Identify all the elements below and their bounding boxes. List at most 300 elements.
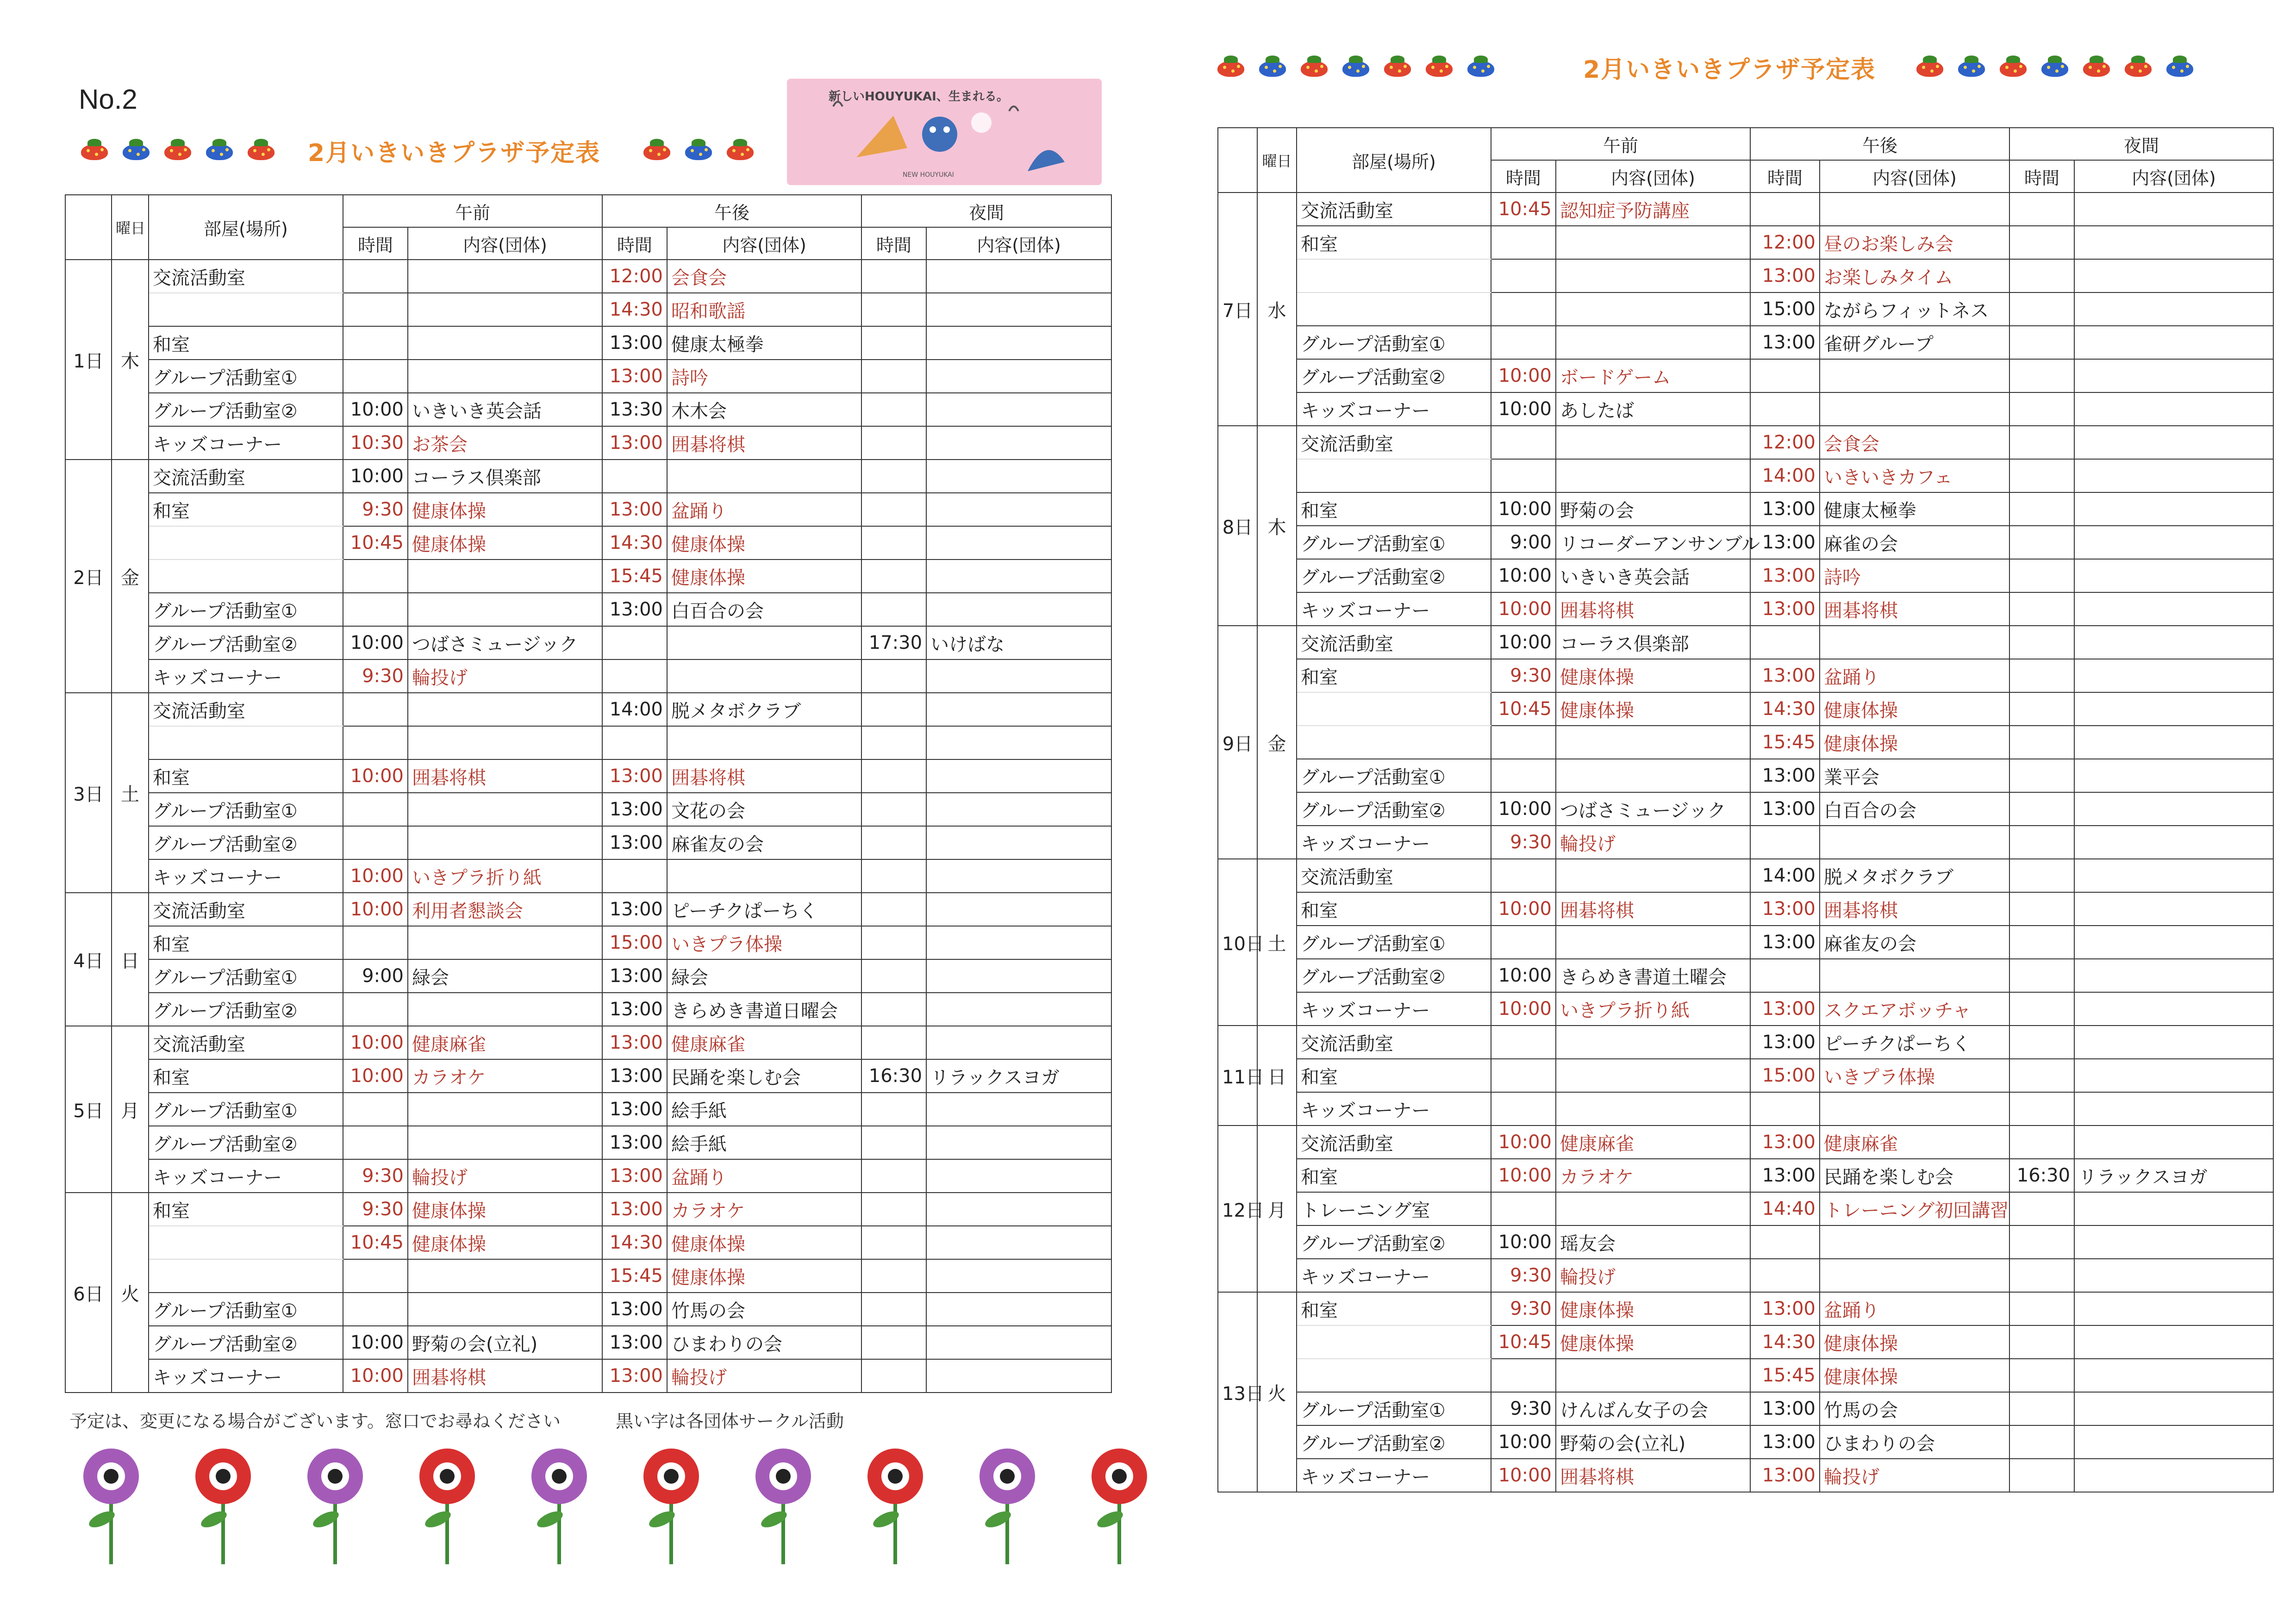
event-cell: 囲碁将棋	[1820, 892, 2009, 926]
time-cell	[861, 826, 926, 859]
event-cell: 竹馬の会	[667, 1293, 861, 1326]
time-cell: 13:00	[1750, 559, 1820, 592]
time-cell	[602, 726, 667, 759]
event-cell	[2074, 826, 2273, 859]
weekday-cell: 月	[1257, 1126, 1297, 1292]
time-cell	[2009, 292, 2074, 326]
time-cell: 14:40	[1750, 1192, 1820, 1225]
event-cell: 健康麻雀	[408, 1026, 602, 1059]
weekday-cell: 木	[1257, 426, 1297, 626]
time-cell	[1491, 1092, 1556, 1126]
schedule-row	[65, 1159, 1111, 1193]
event-cell	[408, 1293, 602, 1326]
event-cell	[2074, 292, 2273, 326]
time-cell	[861, 526, 926, 560]
page-title-left: 2月いきいきプラザ予定表	[308, 139, 601, 167]
room-cell: 和室	[149, 1059, 343, 1093]
time-cell: 13:00	[602, 1359, 667, 1393]
event-cell	[2074, 1292, 2273, 1325]
header-night: 夜間	[2009, 128, 2273, 160]
event-cell	[408, 360, 602, 393]
fruit-dot-shape	[746, 148, 749, 151]
event-cell: 緑会	[408, 959, 602, 993]
schedule-row	[1218, 426, 2273, 459]
fruit-basket-icon	[2166, 56, 2193, 76]
day-cell: 7日	[1218, 193, 1257, 426]
fruit-dot-shape	[1279, 65, 1282, 68]
room-cell: 和室	[1297, 1159, 1491, 1192]
event-cell	[1556, 259, 1750, 292]
fruit-body-shape	[164, 144, 191, 160]
room-cell	[1297, 1359, 1491, 1392]
time-cell: 13:00	[602, 493, 667, 526]
time-cell: 13:00	[1750, 592, 1820, 626]
schedule-row	[65, 560, 1111, 593]
time-cell: 13:00	[1750, 659, 1820, 692]
time-cell: 10:45	[1491, 1325, 1556, 1359]
event-cell: リラックスヨガ	[926, 1059, 1111, 1093]
time-cell	[343, 326, 408, 360]
event-cell	[408, 293, 602, 326]
time-cell	[2009, 459, 2074, 492]
fruit-dot-shape	[137, 153, 140, 156]
time-cell	[861, 426, 926, 460]
event-cell	[926, 526, 1111, 560]
event-cell: 健康体操	[1820, 726, 2009, 759]
fruit-dot-shape	[2097, 69, 2100, 73]
event-cell	[926, 1093, 1111, 1126]
event-cell: いきいきカフェ	[1820, 459, 2009, 492]
time-cell	[2009, 859, 2074, 892]
time-cell: 14:00	[602, 693, 667, 726]
time-cell: 9:30	[343, 659, 408, 693]
fruit-dot-shape	[2180, 69, 2184, 73]
fruit-basket-icon	[1958, 56, 1985, 76]
room-cell: グループ活動室②	[149, 826, 343, 859]
room-cell: グループ活動室②	[149, 626, 343, 659]
fruit-body-shape	[1958, 61, 1985, 77]
event-cell	[926, 959, 1111, 993]
time-cell: 14:30	[602, 293, 667, 326]
time-cell	[2009, 1459, 2074, 1492]
event-cell	[2074, 692, 2273, 726]
time-cell	[343, 693, 408, 726]
schedule-row	[65, 959, 1111, 993]
time-cell: 13:00	[602, 360, 667, 393]
time-cell: 9:00	[343, 959, 408, 993]
day-cell: 1日	[65, 260, 112, 460]
flower-stem-shape	[333, 1499, 337, 1564]
fruit-dot-shape	[2139, 69, 2142, 73]
time-cell	[861, 460, 926, 493]
header-room: 部屋(場所)	[1297, 128, 1491, 193]
room-cell: 和室	[1297, 659, 1491, 692]
fruit-dot-shape	[1320, 65, 1323, 68]
time-cell	[861, 1326, 926, 1359]
schedule-row	[1218, 526, 2273, 559]
time-cell: 13:00	[1750, 892, 1820, 926]
room-cell: キッズコーナー	[1297, 392, 1491, 426]
event-cell: 健康体操	[1820, 692, 2009, 726]
event-cell	[1820, 959, 2009, 992]
time-cell	[2009, 526, 2074, 559]
fruit-dot-shape	[1481, 69, 1485, 73]
fruit-leaf-shape	[692, 139, 705, 146]
time-cell: 13:00	[1750, 1292, 1820, 1325]
time-cell	[2009, 1292, 2074, 1325]
event-cell	[926, 260, 1111, 293]
page-number: No.2	[79, 84, 137, 115]
flower-stem-shape	[445, 1499, 449, 1564]
time-cell: 10:00	[343, 893, 408, 926]
event-cell: 健康体操	[667, 560, 861, 593]
room-cell: 交流活動室	[149, 893, 343, 926]
time-cell	[1750, 959, 1820, 992]
time-cell: 14:00	[1750, 459, 1820, 492]
event-cell	[1556, 459, 1750, 492]
schedule-row	[65, 926, 1111, 959]
time-cell: 9:30	[1491, 1292, 1556, 1325]
event-cell: 絵手紙	[667, 1093, 861, 1126]
event-cell	[408, 826, 602, 859]
time-cell	[2009, 259, 2074, 292]
event-cell: カラオケ	[667, 1193, 861, 1226]
time-cell	[343, 993, 408, 1026]
time-cell: 13:00	[602, 893, 667, 926]
event-cell	[926, 393, 1111, 426]
banner-text: 新しいHOUYUKAI、生まれる。	[829, 90, 1009, 104]
time-cell: 9:30	[1491, 1392, 1556, 1425]
fruit-dot-shape	[262, 153, 265, 156]
fruit-leaf-shape	[1307, 56, 1321, 63]
time-cell: 15:45	[602, 1259, 667, 1293]
event-cell	[408, 326, 602, 360]
flower-stem-shape	[557, 1499, 561, 1564]
fruit-body-shape	[81, 144, 108, 160]
fruit-leaf-shape	[87, 139, 101, 146]
event-cell: 麻雀友の会	[667, 826, 861, 859]
room-cell: キッズコーナー	[1297, 1459, 1491, 1492]
time-cell	[861, 393, 926, 426]
header-pm-time: 時間	[602, 227, 667, 260]
event-cell: 健康体操	[1820, 1359, 2009, 1392]
time-cell	[2009, 1259, 2074, 1292]
time-cell: 10:00	[1491, 892, 1556, 926]
time-cell: 13:00	[602, 1093, 667, 1126]
time-cell	[861, 493, 926, 526]
room-cell: 和室	[149, 926, 343, 959]
event-cell: 昭和歌謡	[667, 293, 861, 326]
fruit-dot-shape	[2014, 69, 2017, 73]
time-cell: 10:00	[1491, 1459, 1556, 1492]
event-cell	[2074, 1192, 2273, 1225]
room-cell: グループ活動室①	[149, 793, 343, 826]
flower-center-shape	[104, 1469, 119, 1484]
fruit-dot-shape	[1922, 66, 1925, 69]
schedule-row	[65, 726, 1111, 759]
fruit-dot-shape	[267, 148, 270, 151]
time-cell	[1750, 359, 1820, 392]
event-cell	[2074, 726, 2273, 759]
fruit-dot-shape	[1398, 69, 1401, 73]
time-cell: 13:00	[602, 1193, 667, 1226]
event-cell: 会食会	[1820, 426, 2009, 459]
schedule-row	[1218, 1092, 2273, 1126]
event-cell	[2074, 926, 2273, 959]
time-cell	[861, 1026, 926, 1059]
fruit-dot-shape	[2005, 66, 2009, 69]
room-cell: グループ活動室②	[1297, 559, 1491, 592]
event-cell	[667, 626, 861, 659]
event-cell: きらめき書道土曜会	[1556, 959, 1750, 992]
fruit-basket-icon	[1259, 56, 1286, 76]
room-cell: 交流活動室	[1297, 426, 1491, 459]
event-cell	[2074, 992, 2273, 1026]
event-cell	[2074, 1325, 2273, 1359]
time-cell: 16:30	[2009, 1159, 2074, 1192]
time-cell	[343, 1093, 408, 1126]
time-cell	[861, 1159, 926, 1193]
event-cell	[2074, 326, 2273, 359]
fruit-dot-shape	[142, 148, 145, 151]
time-cell: 14:00	[1750, 859, 1820, 892]
fruit-body-shape	[1426, 61, 1453, 77]
time-cell	[2009, 226, 2074, 259]
fruit-basket-icon	[1217, 56, 1244, 76]
time-cell	[861, 1259, 926, 1293]
flower-center-shape	[1000, 1469, 1015, 1484]
time-cell	[2009, 492, 2074, 526]
fruit-dot-shape	[220, 153, 223, 156]
time-cell	[2009, 692, 2074, 726]
room-cell: 交流活動室	[149, 260, 343, 293]
event-cell	[1820, 359, 2009, 392]
time-cell	[2009, 892, 2074, 926]
schedule-row	[1218, 659, 2273, 692]
room-cell: 交流活動室	[1297, 1126, 1491, 1159]
event-cell: 健康体操	[1556, 692, 1750, 726]
room-cell	[149, 1226, 343, 1259]
time-cell	[343, 1293, 408, 1326]
event-cell	[2074, 259, 2273, 292]
time-cell: 9:00	[1491, 526, 1556, 559]
room-cell: グループ活動室②	[149, 1326, 343, 1359]
event-cell	[1820, 1092, 2009, 1126]
time-cell	[861, 993, 926, 1026]
time-cell: 10:45	[1491, 692, 1556, 726]
schedule-row	[65, 826, 1111, 859]
room-cell: グループ活動室②	[1297, 792, 1491, 826]
time-cell	[343, 293, 408, 326]
time-cell	[2009, 193, 2074, 226]
schedule-row	[1218, 292, 2273, 326]
time-cell: 13:00	[602, 959, 667, 993]
time-cell: 10:00	[1491, 359, 1556, 392]
event-cell	[926, 893, 1111, 926]
time-cell	[343, 593, 408, 626]
event-cell	[408, 726, 602, 759]
time-cell: 9:30	[1491, 826, 1556, 859]
event-cell	[1820, 1225, 2009, 1259]
schedule-row	[65, 293, 1111, 326]
event-cell	[2074, 1126, 2273, 1159]
schedule-row	[1218, 1192, 2273, 1225]
schedule-row	[65, 1226, 1111, 1259]
event-cell: リラックスヨガ	[2074, 1159, 2273, 1192]
fruit-dot-shape	[1930, 69, 1934, 73]
fruit-dot-shape	[1306, 66, 1310, 69]
header-night-time: 時間	[861, 227, 926, 260]
time-cell	[2009, 792, 2074, 826]
flower-stem-shape	[1005, 1499, 1009, 1564]
room-cell	[1297, 1325, 1491, 1359]
room-cell: 交流活動室	[149, 460, 343, 493]
time-cell	[861, 926, 926, 959]
event-cell: 白百合の会	[1820, 792, 2009, 826]
event-cell	[926, 1259, 1111, 1293]
time-cell: 10:00	[343, 759, 408, 793]
time-cell	[861, 1093, 926, 1126]
schedule-row	[65, 1359, 1111, 1393]
room-cell: グループ活動室②	[1297, 959, 1491, 992]
fruit-leaf-shape	[171, 139, 185, 146]
fruit-leaf-shape	[254, 139, 268, 146]
time-cell: 10:00	[1491, 792, 1556, 826]
time-cell: 10:00	[343, 859, 408, 893]
flower-center-shape	[1112, 1469, 1127, 1484]
anemone-flower-icon	[293, 1444, 377, 1564]
schedule-row	[65, 1193, 1111, 1226]
weekday-cell: 日	[112, 893, 149, 1026]
fruit-body-shape	[248, 144, 275, 160]
fruit-decoration-right	[1217, 56, 1494, 76]
event-cell: 健康体操	[667, 1226, 861, 1259]
time-cell	[2009, 759, 2074, 792]
room-cell: キッズコーナー	[1297, 992, 1491, 1026]
schedule-row	[65, 493, 1111, 526]
time-cell	[1491, 1192, 1556, 1225]
time-cell	[2009, 392, 2074, 426]
event-cell	[2074, 1392, 2273, 1425]
room-cell	[1297, 259, 1491, 292]
event-cell: お茶会	[408, 426, 602, 460]
room-cell: キッズコーナー	[149, 1159, 343, 1193]
event-cell	[2074, 392, 2273, 426]
event-cell: 輪投げ	[1556, 826, 1750, 859]
fruit-dot-shape	[2061, 65, 2064, 68]
schedule-row	[1218, 892, 2273, 926]
time-cell	[2009, 626, 2074, 659]
time-cell	[2009, 1026, 2074, 1059]
schedule-row	[65, 1093, 1111, 1126]
event-cell: コーラス倶楽部	[1556, 626, 1750, 659]
time-cell	[861, 1226, 926, 1259]
event-cell	[2074, 592, 2273, 626]
fruit-dot-shape	[691, 149, 694, 152]
schedule-row	[65, 1126, 1111, 1159]
room-cell: キッズコーナー	[1297, 1092, 1491, 1126]
event-cell: 白百合の会	[667, 593, 861, 626]
fruit-body-shape	[1342, 61, 1369, 77]
event-cell: けんばん女子の会	[1556, 1392, 1750, 1425]
fruit-dot-shape	[2186, 65, 2189, 68]
time-cell: 13:00	[1750, 759, 1820, 792]
room-cell: キッズコーナー	[149, 659, 343, 693]
event-cell	[926, 693, 1111, 726]
schedule-row	[1218, 826, 2273, 859]
event-cell: 健康体操	[1556, 1292, 1750, 1325]
event-cell	[1556, 726, 1750, 759]
anemone-flower-icon	[854, 1444, 937, 1564]
event-cell	[2074, 1225, 2273, 1259]
fruit-body-shape	[727, 144, 754, 160]
time-cell: 9:30	[343, 493, 408, 526]
schedule-row	[65, 693, 1111, 726]
fruit-basket-icon	[1467, 56, 1494, 76]
time-cell	[343, 726, 408, 759]
time-cell: 14:30	[1750, 692, 1820, 726]
fruit-dot-shape	[732, 149, 736, 152]
fruit-dot-shape	[649, 149, 652, 152]
day-cell: 5日	[65, 1026, 112, 1193]
schedule-row	[1218, 259, 2273, 292]
time-cell	[2009, 659, 2074, 692]
room-cell: グループ活動室①	[1297, 326, 1491, 359]
room-cell: グループ活動室①	[1297, 926, 1491, 959]
event-cell	[1820, 1259, 2009, 1292]
event-cell: 野菊の会	[1556, 492, 1750, 526]
fruit-dot-shape	[87, 149, 90, 152]
header-pm: 午後	[602, 195, 861, 227]
time-cell	[861, 260, 926, 293]
event-cell: お楽しみタイム	[1820, 259, 2009, 292]
event-cell	[926, 426, 1111, 460]
event-cell	[2074, 1092, 2273, 1126]
fruit-body-shape	[2125, 61, 2152, 77]
fruit-leaf-shape	[1349, 56, 1363, 63]
event-cell	[408, 1126, 602, 1159]
time-cell: 10:00	[1491, 492, 1556, 526]
event-cell	[2074, 559, 2273, 592]
flower-center-shape	[216, 1469, 231, 1484]
event-cell: 麻雀友の会	[1820, 926, 2009, 959]
event-cell: ボードゲーム	[1556, 359, 1750, 392]
time-cell: 9:30	[343, 1159, 408, 1193]
schedule-row	[1218, 1459, 2273, 1492]
event-cell: 健康体操	[667, 1259, 861, 1293]
fruit-basket-icon	[1384, 56, 1411, 76]
event-cell: 健康体操	[408, 1226, 602, 1259]
time-cell: 9:30	[1491, 659, 1556, 692]
event-cell	[1556, 1026, 1750, 1059]
day-cell: 4日	[65, 893, 112, 1026]
anemone-flower-icon	[181, 1444, 265, 1564]
fruit-body-shape	[2083, 61, 2110, 77]
time-cell: 12:00	[1750, 426, 1820, 459]
event-cell: 会食会	[667, 260, 861, 293]
schedule-row	[65, 360, 1111, 393]
event-cell: 健康体操	[667, 526, 861, 560]
fruit-body-shape	[1384, 61, 1411, 77]
time-cell	[1750, 826, 1820, 859]
fruit-leaf-shape	[2048, 56, 2062, 63]
time-cell: 9:30	[343, 1193, 408, 1226]
event-cell	[926, 1226, 1111, 1259]
event-cell: いきプラ体操	[667, 926, 861, 959]
event-cell	[926, 1293, 1111, 1326]
room-cell: グループ活動室②	[149, 393, 343, 426]
room-cell	[1297, 292, 1491, 326]
